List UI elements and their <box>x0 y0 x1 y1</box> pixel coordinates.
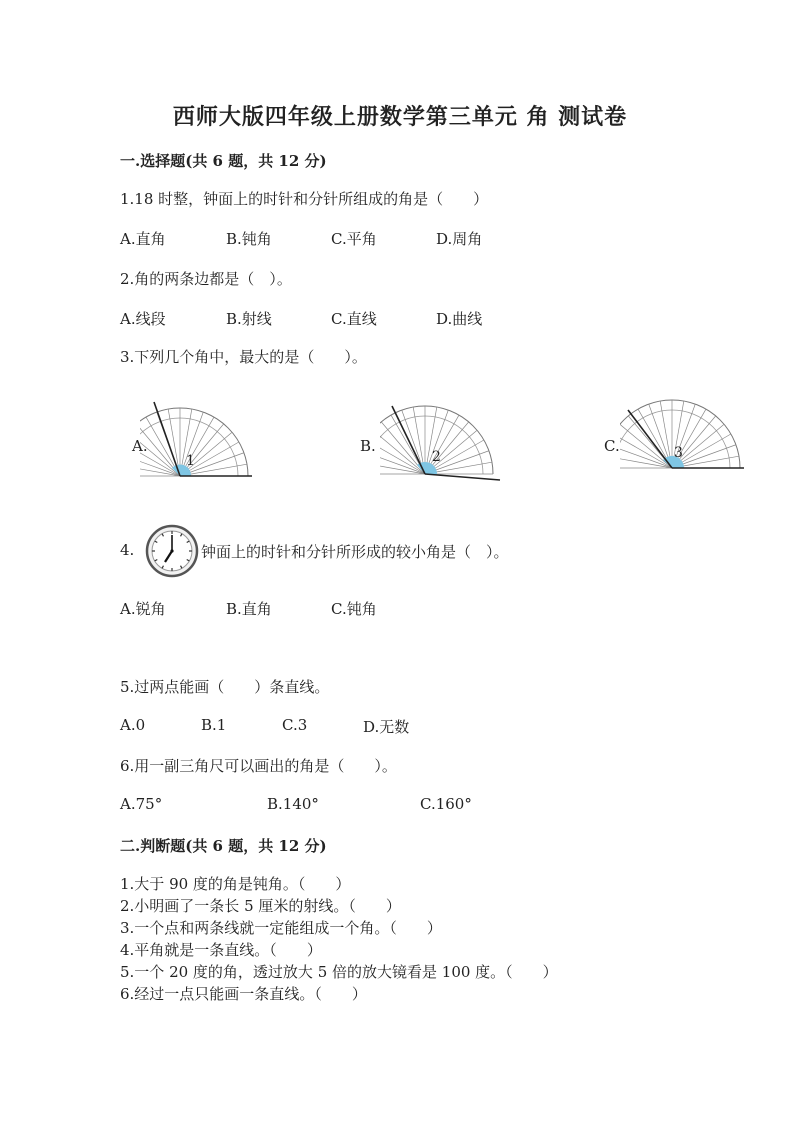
question-1-text: 1.18 时整，钟面上的时针和分针所组成的角是（ ） <box>120 190 489 208</box>
q4-option-a: A.锐角 <box>120 600 166 618</box>
q1-option-d: D.周角 <box>436 230 483 248</box>
protractor-angle-2-figure <box>380 398 510 482</box>
question-4-number: 4. <box>120 541 135 559</box>
q2-option-d: D.曲线 <box>436 310 483 328</box>
judge-item-3: 3.一个点和两条线就一定能组成一个角。（ ） <box>120 919 442 937</box>
section-heading-judge: 二.判断题(共 6 题，共 12 分) <box>120 837 327 855</box>
angle-ray-3 <box>628 410 672 468</box>
angle-number-2: 2 <box>432 449 441 465</box>
clock-center <box>170 549 173 552</box>
q5-option-c: C.3 <box>282 716 308 734</box>
page-title: 西师大版四年级上册数学第三单元 角 测试卷 <box>172 104 628 130</box>
angle-number-1: 1 <box>186 453 195 469</box>
question-6-text: 6.用一副三角尺可以画出的角是（ ）。 <box>120 757 397 775</box>
protractor-angle-3-figure <box>620 398 750 482</box>
q1-option-a: A.直角 <box>120 230 166 248</box>
question-5-text: 5.过两点能画（ ）条直线。 <box>120 678 330 696</box>
q2-option-b: B.射线 <box>226 310 272 328</box>
q3-option-a: A. <box>132 437 148 455</box>
q5-option-a: A.0 <box>120 716 146 734</box>
protractor-spoke <box>380 440 425 474</box>
q5-option-b: B.1 <box>201 716 227 734</box>
protractor-angle-1-figure <box>140 398 270 482</box>
protractor-spoke <box>620 445 672 468</box>
q6-option-a: A.75° <box>120 795 163 813</box>
judge-item-4: 4.平角就是一条直线。（ ） <box>120 941 322 959</box>
q4-option-c: C.钝角 <box>331 600 377 618</box>
judge-item-6: 6.经过一点只能画一条直线。（ ） <box>120 985 367 1003</box>
q5-option-d: D.无数 <box>363 718 410 736</box>
judge-item-5: 5.一个 20 度的角，透过放大 5 倍的放大镜看是 100 度。（ ） <box>120 963 558 981</box>
protractor-spoke <box>620 434 672 468</box>
q2-option-c: C.直线 <box>331 310 377 328</box>
question-2-text: 2.角的两条边都是（ ）。 <box>120 270 292 288</box>
judge-item-1: 1.大于 90 度的角是钝角。（ ） <box>120 875 351 893</box>
q4-option-b: B.直角 <box>226 600 272 618</box>
q1-option-c: C.平角 <box>331 230 377 248</box>
q6-option-c: C.160° <box>420 795 472 813</box>
q2-option-a: A.线段 <box>120 310 166 328</box>
q3-option-b: B. <box>360 437 376 455</box>
judge-item-2: 2.小明画了一条长 5 厘米的射线。（ ） <box>120 897 401 915</box>
question-3-text: 3.下列几个角中，最大的是（ ）。 <box>120 348 367 366</box>
question-4-text: 钟面上的时针和分针所形成的较小角是（ ）。 <box>201 543 509 561</box>
angle-base-2 <box>425 474 500 480</box>
clock-icon <box>145 524 199 578</box>
q1-option-b: B.钝角 <box>226 230 272 248</box>
q3-option-c: C. <box>604 437 620 455</box>
section-heading-choice: 一.选择题(共 6 题，共 12 分) <box>120 152 327 170</box>
angle-number-3: 3 <box>674 445 683 461</box>
q6-option-b: B.140° <box>267 795 319 813</box>
